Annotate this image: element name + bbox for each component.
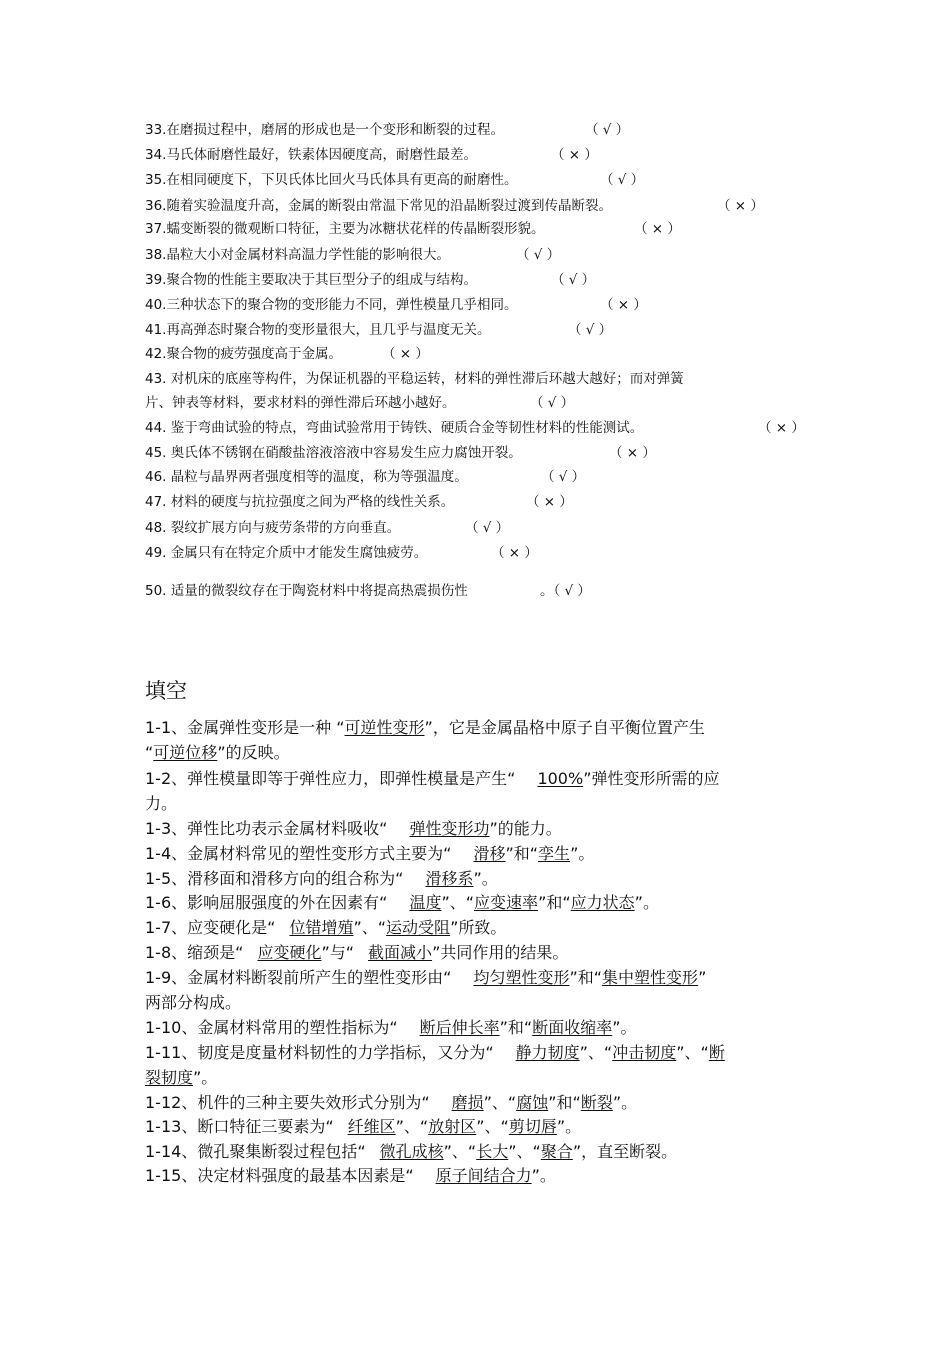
tf-item-38: 38.晶粒大小对金属材料高温力学性能的影响很大。 （ √ ）: [145, 247, 561, 263]
answer-blank: 断裂: [580, 1093, 613, 1112]
answer-mark: （ √ ）: [568, 322, 613, 338]
answer-blank: 可逆性变形: [344, 718, 425, 737]
tf-item-37: 37.蠕变断裂的微观断口特征，主要为冰糖状花样的传晶断裂形貌。 （ × ）: [145, 221, 681, 237]
fill-item-1-1-cont: “可逆位移”的反映。: [145, 743, 290, 762]
answer-mark: （ × ）: [634, 221, 681, 237]
fill-item-1-1: 1-1、金属弹性变形是一种 “可逆性变形”，它是金属晶格中原子自平衡位置产生: [145, 718, 705, 737]
answer-mark: （ × ）: [526, 494, 573, 510]
answer-mark: （ √ ）: [600, 172, 645, 188]
answer-blank: 截面减小: [368, 943, 433, 962]
fill-item-1-10: 1-10、金属材料常用的塑性指标为“ 断后伸长率”和“断面收缩率”。: [145, 1018, 637, 1037]
fill-item-1-6: 1-6、影响屈服强度的外在因素有“ 温度”、“应变速率”和“应力状态”。: [145, 893, 659, 912]
answer-mark: 。（ √ ）: [540, 583, 591, 599]
tf-item-50: 50. 适量的微裂纹存在于陶瓷材料中将提高热震损伤性 。（ √ ）: [145, 583, 591, 599]
answer-mark: （ √ ）: [530, 395, 575, 411]
answer-blank: 裂韧度: [145, 1068, 194, 1087]
answer-mark: （ × ）: [609, 445, 656, 461]
answer-mark: （ √ ）: [541, 469, 586, 485]
answer-blank: 应变硬化: [257, 943, 322, 962]
fill-item-1-9-cont: 两部分构成。: [145, 993, 242, 1012]
answer-blank: 微孔成核: [379, 1142, 444, 1161]
answer-mark: （ × ）: [717, 198, 764, 214]
answer-blank: 断面收缩率: [532, 1018, 613, 1037]
fill-item-1-11: 1-11、韧度是度量材料韧性的力学指标，又分为“ 静力韧度”、“冲击韧度”、“断: [145, 1043, 725, 1062]
answer-blank: 集中塑性变形: [602, 968, 699, 987]
answer-mark: （ √ ）: [585, 122, 630, 138]
fill-item-1-13: 1-13、断口特征三要素为“ 纤维区”、“放射区”、“剪切唇”。: [145, 1117, 582, 1136]
answer-blank: 均匀塑性变形: [473, 968, 570, 987]
answer-blank: 运动受阻: [386, 918, 451, 937]
answer-blank: 弹性变形功: [409, 819, 490, 838]
answer-blank: 纤维区: [347, 1117, 396, 1136]
answer-blank: 100%: [537, 769, 584, 788]
tf-item-49: 49. 金属只有在特定介质中才能发生腐蚀疲劳。 （ × ）: [145, 545, 538, 561]
tf-item-43: 43. 对机床的底座等构件，为保证机器的平稳运转，材料的弹性滞后环越大越好；而对弹簧: [145, 371, 684, 387]
answer-blank: 可逆位移: [153, 743, 218, 762]
tf-item-39: 39.聚合物的性能主要取决于其巨型分子的组成与结构。 （ √ ）: [145, 272, 596, 288]
fill-item-1-2: 1-2、弹性模量即等于弹性应力，即弹性模量是产生“ 100%”弹性变形所需的应: [145, 769, 720, 788]
tf-item-36: 36.随着实验温度升高，金属的断裂由常温下常见的沿晶断裂过渡到传晶断裂。 （ × ）: [145, 198, 764, 214]
tf-item-44: 44. 鉴于弯曲试验的特点，弯曲试验常用于铸铁、硬质合金等韧性材料的性能测试。 （ × ）: [145, 420, 805, 436]
answer-blank: 腐蚀: [516, 1093, 549, 1112]
fill-item-1-12: 1-12、机件的三种主要失效形式分别为“ 磨损”、“腐蚀”和“断裂”。: [145, 1093, 638, 1112]
fill-item-1-9: 1-9、金属材料断裂前所产生的塑性变形由“ 均匀塑性变形”和“集中塑性变形”: [145, 968, 707, 987]
answer-blank: 断后伸长率: [419, 1018, 500, 1037]
section-heading: 填空: [145, 679, 187, 703]
answer-mark: （ × ）: [551, 147, 598, 163]
answer-blank: 聚合: [540, 1142, 573, 1161]
answer-mark: （ √ ）: [516, 247, 561, 263]
fill-item-1-7: 1-7、应变硬化是“ 位错增殖”、“运动受阻”所致。: [145, 918, 507, 937]
tf-item-43-cont: 片、钟表等材料，要求材料的弹性滞后环越小越好。 （ √ ）: [145, 395, 575, 411]
answer-mark: （ √ ）: [465, 520, 510, 536]
answer-blank: 剪切唇: [508, 1117, 557, 1136]
tf-item-46: 46. 晶粒与晶界两者强度相等的温度，称为等强温度。 （ √ ）: [145, 469, 586, 485]
answer-blank: 放射区: [428, 1117, 477, 1136]
fill-item-1-2-cont: 力。: [145, 794, 178, 813]
answer-blank: 应力状态: [570, 893, 635, 912]
answer-blank: 滑移系: [425, 869, 474, 888]
fill-item-1-14: 1-14、微孔聚集断裂过程包括“ 微孔成核”、“长大”、“聚合”，直至断裂。: [145, 1142, 678, 1161]
answer-blank: 磨损: [451, 1093, 484, 1112]
answer-mark: （ × ）: [758, 420, 805, 436]
answer-blank: 断: [708, 1043, 725, 1062]
answer-mark: （ × ）: [491, 545, 538, 561]
tf-item-47: 47. 材料的硬度与抗拉强度之间为严格的线性关系。 （ × ）: [145, 494, 573, 510]
answer-blank: 静力韧度: [515, 1043, 580, 1062]
answer-mark: （ × ）: [600, 297, 647, 313]
tf-item-45: 45. 奥氏体不锈钢在硝酸盐溶液溶液中容易发生应力腐蚀开裂。 （ × ）: [145, 445, 656, 461]
answer-mark: （ × ）: [382, 346, 429, 362]
answer-blank: 滑移: [473, 844, 506, 863]
tf-item-34: 34.马氏体耐磨性最好，铁素体因硬度高，耐磨性最差。 （ × ）: [145, 147, 598, 163]
answer-blank: 温度: [409, 893, 442, 912]
tf-item-40: 40.三种状态下的聚合物的变形能力不同，弹性模量几乎相同。 （ × ）: [145, 297, 647, 313]
fill-item-1-5: 1-5、滑移面和滑移方向的组合称为“ 滑移系”。: [145, 869, 498, 888]
fill-item-1-8: 1-8、缩颈是“ 应变硬化”与“ 截面减小”共同作用的结果。: [145, 943, 569, 962]
answer-blank: 应变速率: [474, 893, 539, 912]
answer-blank: 原子间结合力: [435, 1166, 532, 1185]
answer-blank: 位错增殖: [289, 918, 354, 937]
tf-item-33: 33.在磨损过程中，磨屑的形成也是一个变形和断裂的过程。 （ √ ）: [145, 122, 630, 138]
fill-item-1-11-cont: 裂韧度”。: [145, 1068, 218, 1087]
answer-mark: （ √ ）: [551, 272, 596, 288]
tf-item-48: 48. 裂纹扩展方向与疲劳条带的方向垂直。 （ √ ）: [145, 520, 510, 536]
fill-item-1-4: 1-4、金属材料常见的塑性变形方式主要为“ 滑移”和“孪生”。: [145, 844, 595, 863]
fill-item-1-15: 1-15、决定材料强度的最基本因素是“ 原子间结合力”。: [145, 1166, 556, 1185]
tf-item-41: 41.再高弹态时聚合物的变形量很大，且几乎与温度无关。 （ √ ）: [145, 322, 613, 338]
tf-item-35: 35.在相同硬度下，下贝氏体比回火马氏体具有更高的耐磨性。 （ √ ）: [145, 172, 645, 188]
tf-item-42: 42.聚合物的疲劳强度高于金属。 （ × ）: [145, 346, 429, 362]
fill-item-1-3: 1-3、弹性比功表示金属材料吸收“ 弹性变形功”的能力。: [145, 819, 562, 838]
answer-blank: 长大: [476, 1142, 509, 1161]
answer-blank: 孪生: [538, 844, 571, 863]
answer-blank: 冲击韧度: [612, 1043, 677, 1062]
